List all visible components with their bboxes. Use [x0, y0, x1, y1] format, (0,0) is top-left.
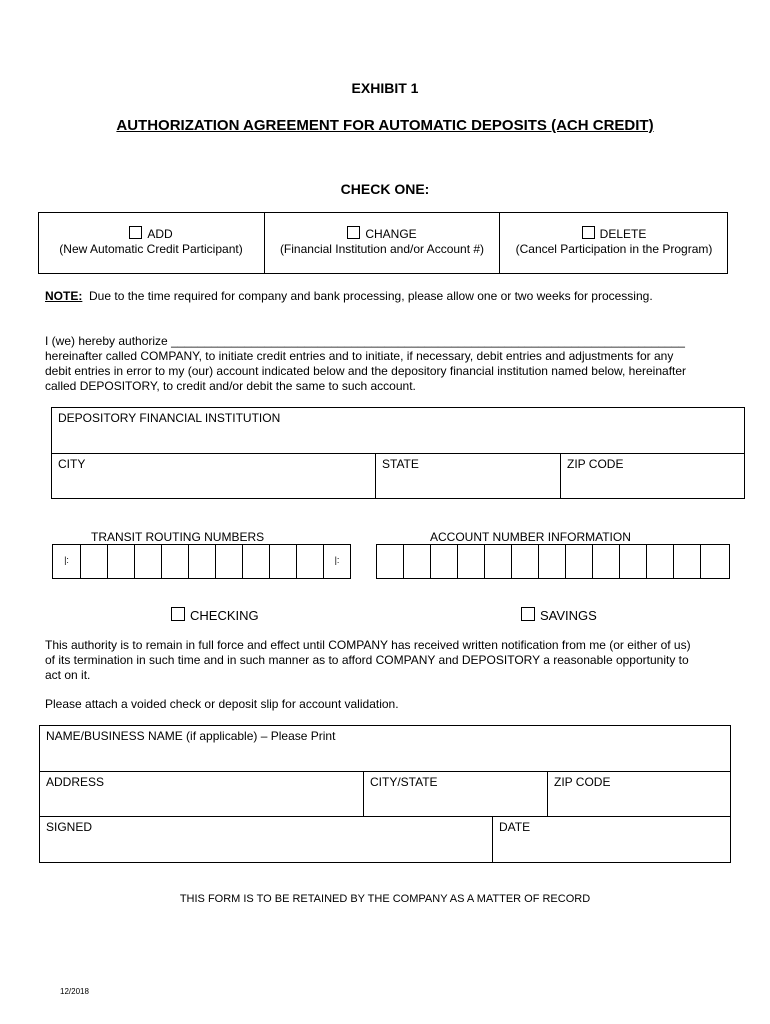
account-digit-box[interactable]: [485, 545, 512, 578]
revision-date: 12/2018: [60, 987, 89, 996]
address-field[interactable]: [39, 771, 364, 817]
account-digit-box[interactable]: [566, 545, 593, 578]
option-delete[interactable]: [500, 212, 728, 273]
account-digit-box[interactable]: [593, 545, 620, 578]
signer-zip-label: ZIP CODE: [554, 775, 611, 789]
authority-line3: act on it.: [45, 668, 91, 682]
account-label: ACCOUNT NUMBER INFORMATION: [430, 530, 631, 544]
savings-option[interactable]: [521, 607, 597, 623]
account-digit-box[interactable]: [431, 545, 458, 578]
add-label: ADD: [147, 227, 173, 241]
account-digit-box[interactable]: [377, 545, 404, 578]
address-label: ADDRESS: [46, 775, 105, 789]
routing-digit-box[interactable]: [270, 545, 297, 578]
company-name-blank[interactable]: _____________________________________________________________________________: [171, 334, 685, 348]
change-desc: (Financial Institution and/or Account #): [279, 242, 485, 256]
depository-city-label: CITY: [58, 457, 86, 471]
routing-label: TRANSIT ROUTING NUMBERS: [91, 530, 265, 544]
authority-line2: of its termination in such time and in such manner as to afford COMPANY and DEPOSITORY a reasonable opportunity to: [45, 653, 689, 667]
checking-label: CHECKING: [190, 608, 259, 623]
date-label: DATE: [499, 820, 531, 834]
account-digit-box[interactable]: [647, 545, 674, 578]
note-text: Due to the time required for company and bank processing, please allow one or two weeks for processing.: [89, 289, 653, 303]
delete-label: DELETE: [599, 227, 647, 241]
routing-digit-box[interactable]: [108, 545, 135, 578]
authority-paragraph: [45, 638, 745, 683]
account-digit-box[interactable]: [404, 545, 431, 578]
routing-digit-box[interactable]: [243, 545, 270, 578]
authorization-paragraph: [45, 334, 745, 394]
routing-digit-box[interactable]: [81, 545, 108, 578]
name-label: NAME/BUSINESS NAME (if applicable) – Please Print: [46, 729, 336, 743]
date-field[interactable]: [492, 816, 731, 863]
routing-digit-box[interactable]: [189, 545, 216, 578]
routing-symbol-right: |:: [334, 555, 340, 565]
depository-state-label: STATE: [382, 457, 419, 471]
account-digit-box[interactable]: [539, 545, 566, 578]
depository-zip-field[interactable]: [560, 453, 745, 499]
depository-institution-field[interactable]: [51, 407, 745, 454]
account-digit-box[interactable]: [512, 545, 539, 578]
account-number-boxes[interactable]: [376, 544, 730, 579]
signature-field[interactable]: [39, 816, 493, 863]
check-one-label: CHECK ONE:: [340, 181, 430, 197]
routing-number-boxes[interactable]: [52, 544, 351, 579]
account-digit-box[interactable]: [458, 545, 485, 578]
routing-symbol-right-box: [324, 545, 350, 578]
delete-desc: (Cancel Participation in the Program): [515, 242, 713, 256]
note: [45, 289, 653, 304]
account-digit-box[interactable]: [701, 545, 729, 578]
exhibit-label: EXHIBIT 1: [351, 80, 419, 96]
delete-checkbox[interactable]: [582, 226, 595, 239]
retain-notice: THIS FORM IS TO BE RETAINED BY THE COMPANY AS A MATTER OF RECORD: [179, 893, 591, 905]
depository-institution-label: DEPOSITORY FINANCIAL INSTITUTION: [58, 411, 281, 425]
authorize-line2: hereinafter called COMPANY, to initiate credit entries and to initiate, if necessary, debit entries and adjustments for any: [45, 349, 674, 363]
depository-zip-label: ZIP CODE: [567, 457, 624, 471]
form-title: AUTHORIZATION AGREEMENT FOR AUTOMATIC DEPOSITS (ACH CREDIT): [116, 117, 654, 134]
signed-label: SIGNED: [46, 820, 93, 834]
authorize-line4: called DEPOSITORY, to credit and/or debit the same to such account.: [45, 379, 416, 393]
authorize-lead: I (we) hereby authorize: [45, 334, 168, 348]
authority-line1: This authority is to remain in full force and effect until COMPANY has received written notification from me (or either of us): [45, 638, 691, 652]
authorize-line3: debit entries in error to my (our) account indicated below and the depository financial institution named below, hereinafter: [45, 364, 687, 378]
account-digit-box[interactable]: [620, 545, 647, 578]
note-label: NOTE:: [45, 289, 83, 303]
account-digit-box[interactable]: [674, 545, 701, 578]
routing-symbol-left: |:: [64, 555, 69, 565]
city-state-label: CITY/STATE: [370, 775, 438, 789]
add-checkbox[interactable]: [129, 226, 142, 239]
routing-digit-box[interactable]: [216, 545, 243, 578]
savings-label: SAVINGS: [540, 608, 597, 623]
savings-checkbox[interactable]: [521, 607, 535, 621]
signer-zip-field[interactable]: [547, 771, 731, 817]
checking-option[interactable]: [171, 607, 259, 623]
checking-checkbox[interactable]: [171, 607, 185, 621]
routing-digit-box[interactable]: [297, 545, 324, 578]
add-desc: (New Automatic Credit Participant): [59, 242, 243, 256]
routing-symbol-left-box: [53, 545, 81, 578]
routing-digit-box[interactable]: [135, 545, 162, 578]
change-label: CHANGE: [365, 227, 417, 241]
option-change[interactable]: [265, 212, 500, 273]
option-add[interactable]: [38, 212, 265, 273]
name-field[interactable]: [39, 725, 731, 772]
depository-state-field[interactable]: [375, 453, 561, 499]
routing-digit-box[interactable]: [162, 545, 189, 578]
city-state-field[interactable]: [363, 771, 548, 817]
attach-instruction: Please attach a voided check or deposit slip for account validation.: [45, 697, 399, 711]
depository-city-field[interactable]: [51, 453, 376, 499]
change-checkbox[interactable]: [347, 226, 360, 239]
